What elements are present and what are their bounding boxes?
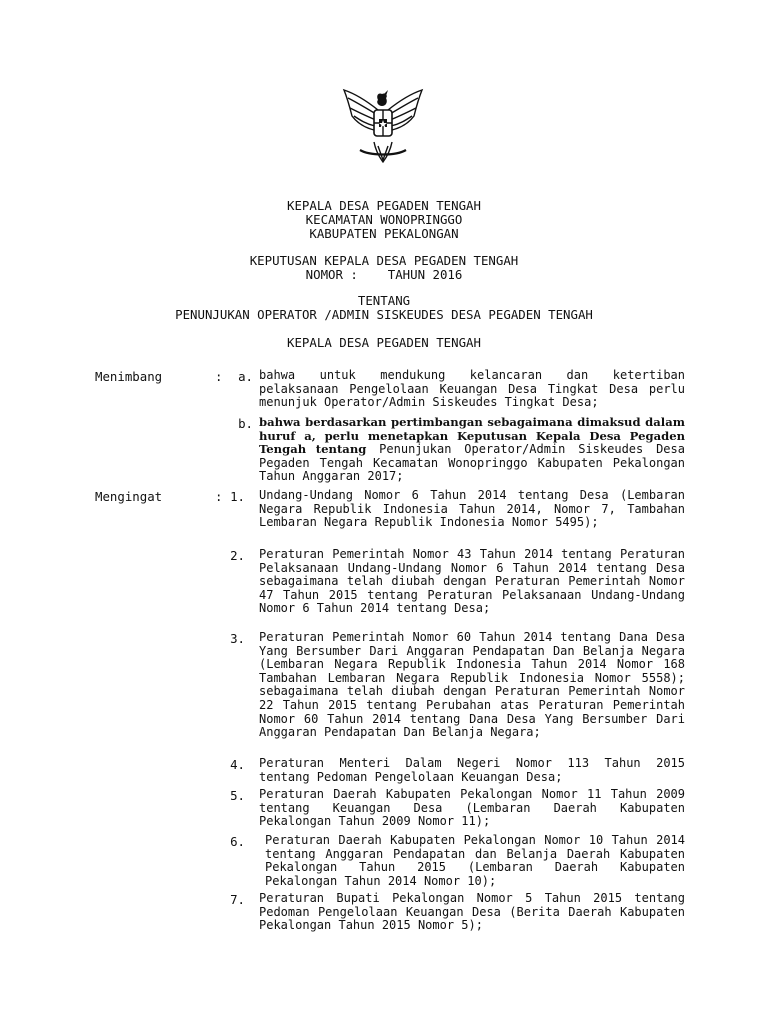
item-text: bahwa untuk mendukung kelancaran dan ketertiban pelaksanaan Pengelolaan Keuangan Desa Tingkat Desa perlu menunjuk Operator/Admin Siskeudes Tingkat Desa; [259, 368, 685, 410]
header-line: KEPALA DESA PEGADEN TENGAH [287, 198, 481, 213]
menimbang-label: Menimbang [95, 369, 163, 384]
item-marker: a. [238, 369, 253, 384]
issuer-header [0, 199, 768, 241]
garuda-emblem-icon [338, 80, 428, 166]
item-marker: 6. [230, 834, 245, 849]
item-text: Undang-Undang Nomor 6 Tahun 2014 tentang Desa (Lembaran Negara Republik Indonesia Tahun 2014, Nomor 7, Tambahan Lembaran Negara Republik Indonesia Nomor 5495); [259, 488, 685, 530]
item-text: Peraturan Pemerintah Nomor 43 Tahun 2014 tentang Peraturan Pelaksanaan Undang-Undang Nomor 6 Tahun 2014 tentang Desa sebagaimana telah diubah dengan Peraturan Pemerintah Nomor 47 Tahun 2015 tentang Peraturan Pelaksanaan Undang-Undang Nomor 6 Tahun 2014 tentang Desa; [259, 547, 685, 616]
item-marker: 5. [230, 788, 245, 803]
item-marker: 7. [230, 892, 245, 907]
item-text: Peraturan Menteri Dalam Negeri Nomor 113 Tahun 2015 tentang Pedoman Pengelolaan Keuangan Desa; [259, 756, 685, 784]
decree-heading [0, 254, 768, 282]
menimbang-colon: : [215, 369, 223, 384]
mengingat-colon: : [215, 489, 223, 504]
item-plain-text: Penunjukan Operator/Admin Siskeudes Desa Pegaden Tengah Kecamatan Wonopringgo Kabupaten Pekalongan Tahun Anggaran 2017; [259, 442, 685, 484]
item-marker: 3. [230, 631, 245, 646]
item-marker: 1. [230, 489, 245, 504]
item-text: Peraturan Bupati Pekalongan Nomor 5 Tahun 2015 tentang Pedoman Pengelolaan Keuangan Desa (Berita Daerah Kabupaten Pekalongan Tahun 2015 Nomor 5); [259, 891, 685, 933]
subject-heading [0, 294, 768, 322]
item-text: Peraturan Daerah Kabupaten Pekalongan Nomor 11 Tahun 2009 tentang Keuangan Desa (Lembaran Daerah Kabupaten Pekalongan Tahun 2009 Nomor 11); [259, 787, 685, 829]
mengingat-label: Mengingat [95, 489, 163, 504]
item-marker: 4. [230, 757, 245, 772]
item-text: Peraturan Pemerintah Nomor 60 Tahun 2014 tentang Dana Desa Yang Bersumber Dari Anggaran Pendapatan Dan Belanja Negara (Lembaran Negara Republik Indonesia Tahun 2014 Nomor 168 Tambahan Lembaran Negara Republik Indonesia Nomor 5558); sebagaimana telah diubah dengan Peraturan Pemerintah Nomor 22 Tahun 2015 tentang Perubahan atas Peraturan Pemerintah Nomor 60 Tahun 2014 tentang Dana Desa Yang Bersumber Dari Anggaran Pendapatan Dan Belanja Negara; [259, 630, 685, 740]
decree-number: NOMOR : TAHUN 2016 [305, 267, 463, 282]
decree-title: KEPUTUSAN KEPALA DESA PEGADEN TENGAH [249, 253, 519, 268]
item-bold-text: bahwa berdasarkan pertimbangan sebagaimana dimaksud dalam huruf a, perlu menetapkan Keputusan Kepala Desa Pegaden Tengah tentang [259, 415, 685, 457]
tentang-label: TENTANG [357, 293, 411, 308]
item-marker: 2. [230, 548, 245, 563]
header-line: KECAMATAN WONOPRINGGO [305, 212, 463, 227]
decree-subject: PENUNJUKAN OPERATOR /ADMIN SISKEUDES DESA PEGADEN TENGAH [175, 307, 593, 322]
issuer-title [0, 336, 768, 350]
header-line: KABUPATEN PEKALONGAN [309, 226, 459, 241]
item-text: Peraturan Daerah Kabupaten Pekalongan Nomor 10 Tahun 2014 tentang Anggaran Pendapatan dan Belanja Daerah Kabupaten Pekalongan Tahun 2015 (Lembaran Daerah Kabupaten Pekalongan Tahun 2014 Nomor 10); [265, 833, 685, 888]
item-text [259, 416, 685, 484]
issuer-name: KEPALA DESA PEGADEN TENGAH [287, 335, 481, 350]
item-marker: b. [238, 416, 253, 431]
